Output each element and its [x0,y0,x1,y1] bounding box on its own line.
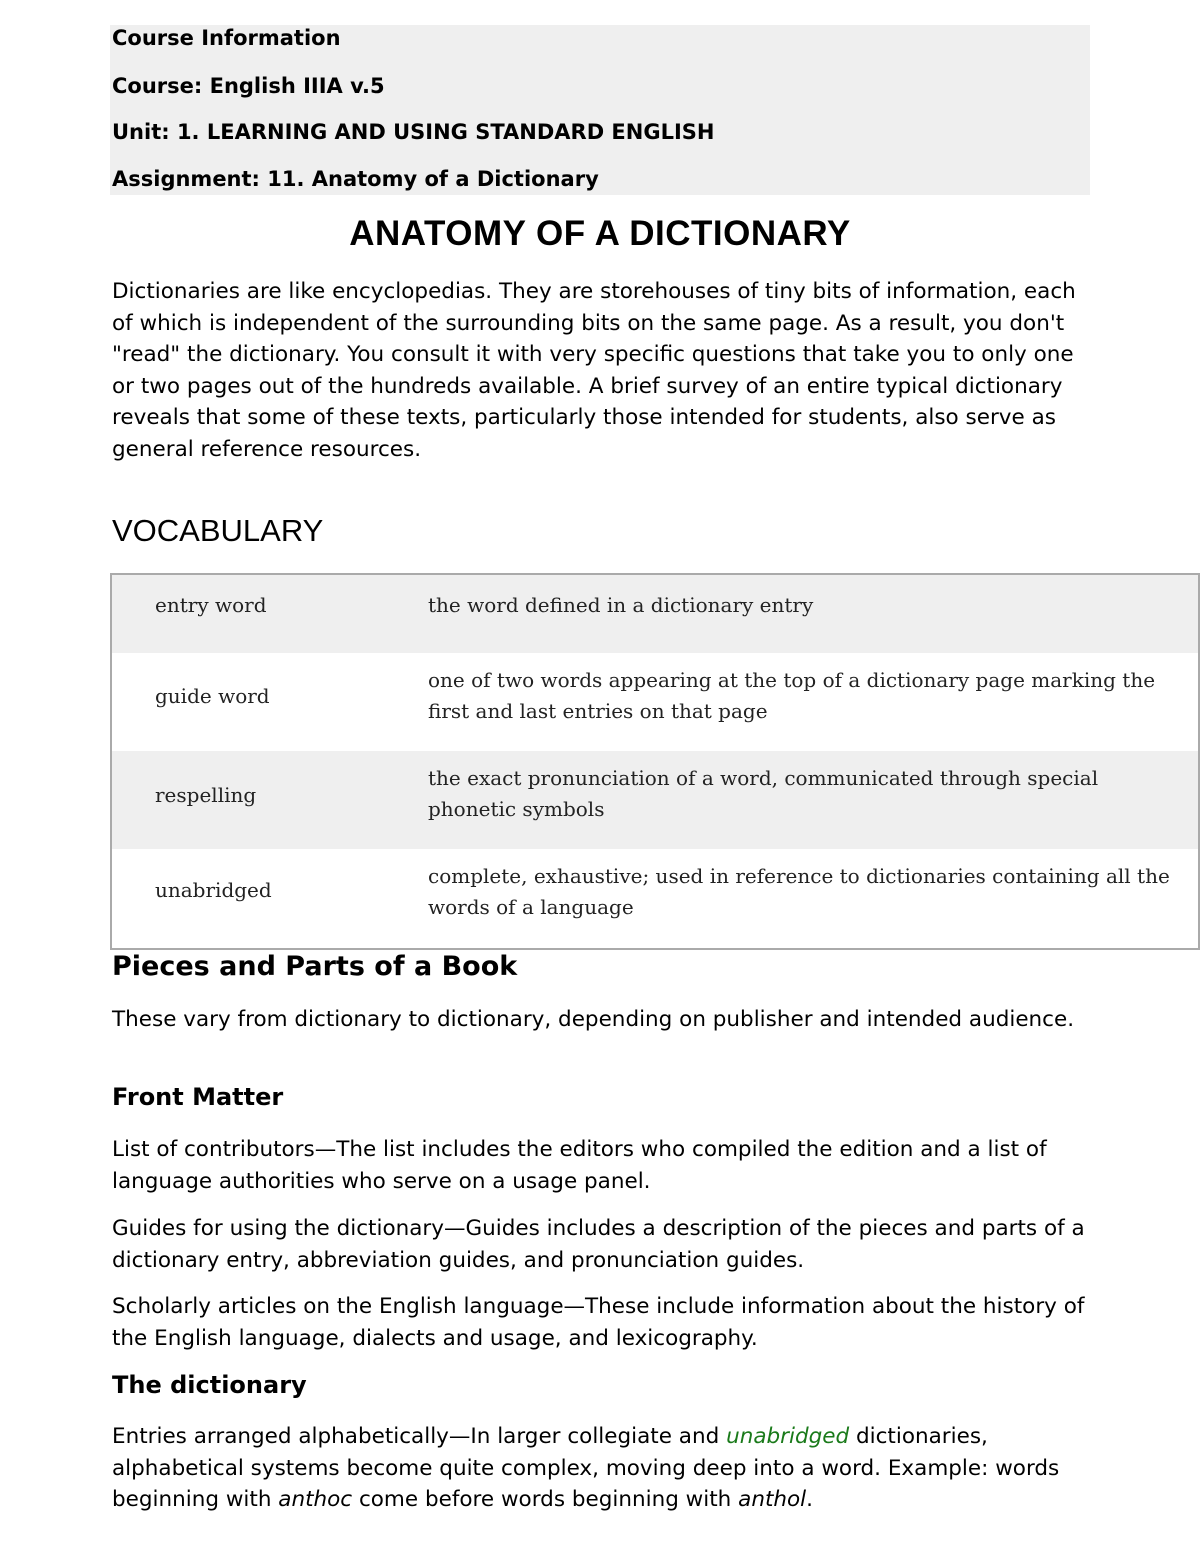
example-word: anthoc [278,1487,353,1512]
unit-name: Unit: 1. LEARNING AND USING STANDARD ENGLISH [112,120,715,144]
vocab-term: respelling [155,783,257,807]
vocab-term: entry word [155,593,267,617]
vocab-definition: one of two words appearing at the top of a dictionary page marking the first and last entries on that page [428,668,1156,723]
vocabulary-heading: VOCABULARY [112,513,324,548]
paragraph-text: dictionaries, alphabetical systems become quite complex, moving deep into a word. Example: words beginning with [112,1424,1060,1512]
table-row [112,751,1200,849]
paragraph-text: . [806,1487,813,1512]
example-word: anthol [738,1487,807,1512]
vocab-term: unabridged [155,878,272,902]
table-row [112,653,1200,751]
course-name: Course: English IIIA v.5 [112,74,385,98]
assignment-name: Assignment: 11. Anatomy of a Dictionary [112,167,599,191]
pieces-paragraph: These vary from dictionary to dictionary, depending on publisher and intended audience. [112,1007,1075,1032]
front-matter-contributors: List of contributors—The list includes the editors who compiled the edition and a list of language authorities who serve on a usage panel. [112,1137,1047,1194]
vocab-definition: complete, exhaustive; used in reference to dictionaries containing all the words of a language [428,864,1170,919]
unabridged-link[interactable]: unabridged [726,1424,850,1449]
course-info-heading: Course Information [112,26,341,50]
table-row [112,849,1200,950]
vocab-term: guide word [155,684,270,708]
pieces-heading: Pieces and Parts of a Book [112,951,518,982]
front-matter-guides: Guides for using the dictionary—Guides includes a description of the pieces and parts of a dictionary entry, abbreviation guides, and pronunciation guides. [112,1216,1085,1273]
front-matter-articles: Scholarly articles on the English language—These include information about the history of the English language, dialects and usage, and lexicography. [112,1294,1085,1351]
paragraph-text: come before words beginning with [352,1487,739,1512]
front-matter-heading: Front Matter [112,1083,284,1111]
paragraph-text: Entries arranged alphabetically—In larger collegiate and [112,1424,727,1449]
vocabulary-table [110,573,1200,950]
vocab-definition: the exact pronunciation of a word, communicated through special phonetic symbols [428,766,1099,821]
vocab-definition: the word defined in a dictionary entry [428,593,814,617]
table-row [112,575,1200,653]
the-dictionary-heading: The dictionary [112,1371,307,1399]
intro-paragraph: Dictionaries are like encyclopedias. They are storehouses of tiny bits of information, each of which is independent of the surrounding bits on the same page. As a result, you don't "read" the dictionary. You consult it with very specific questions that take you to only one or two pages out of the hundreds available. A brief survey of an entire typical dictionary reveals that some of these texts, particularly those intended for students, also serve as general reference resources. [112,279,1076,462]
page-title: ANATOMY OF A DICTIONARY [349,214,851,253]
the-dictionary-paragraph [112,1421,1087,1516]
